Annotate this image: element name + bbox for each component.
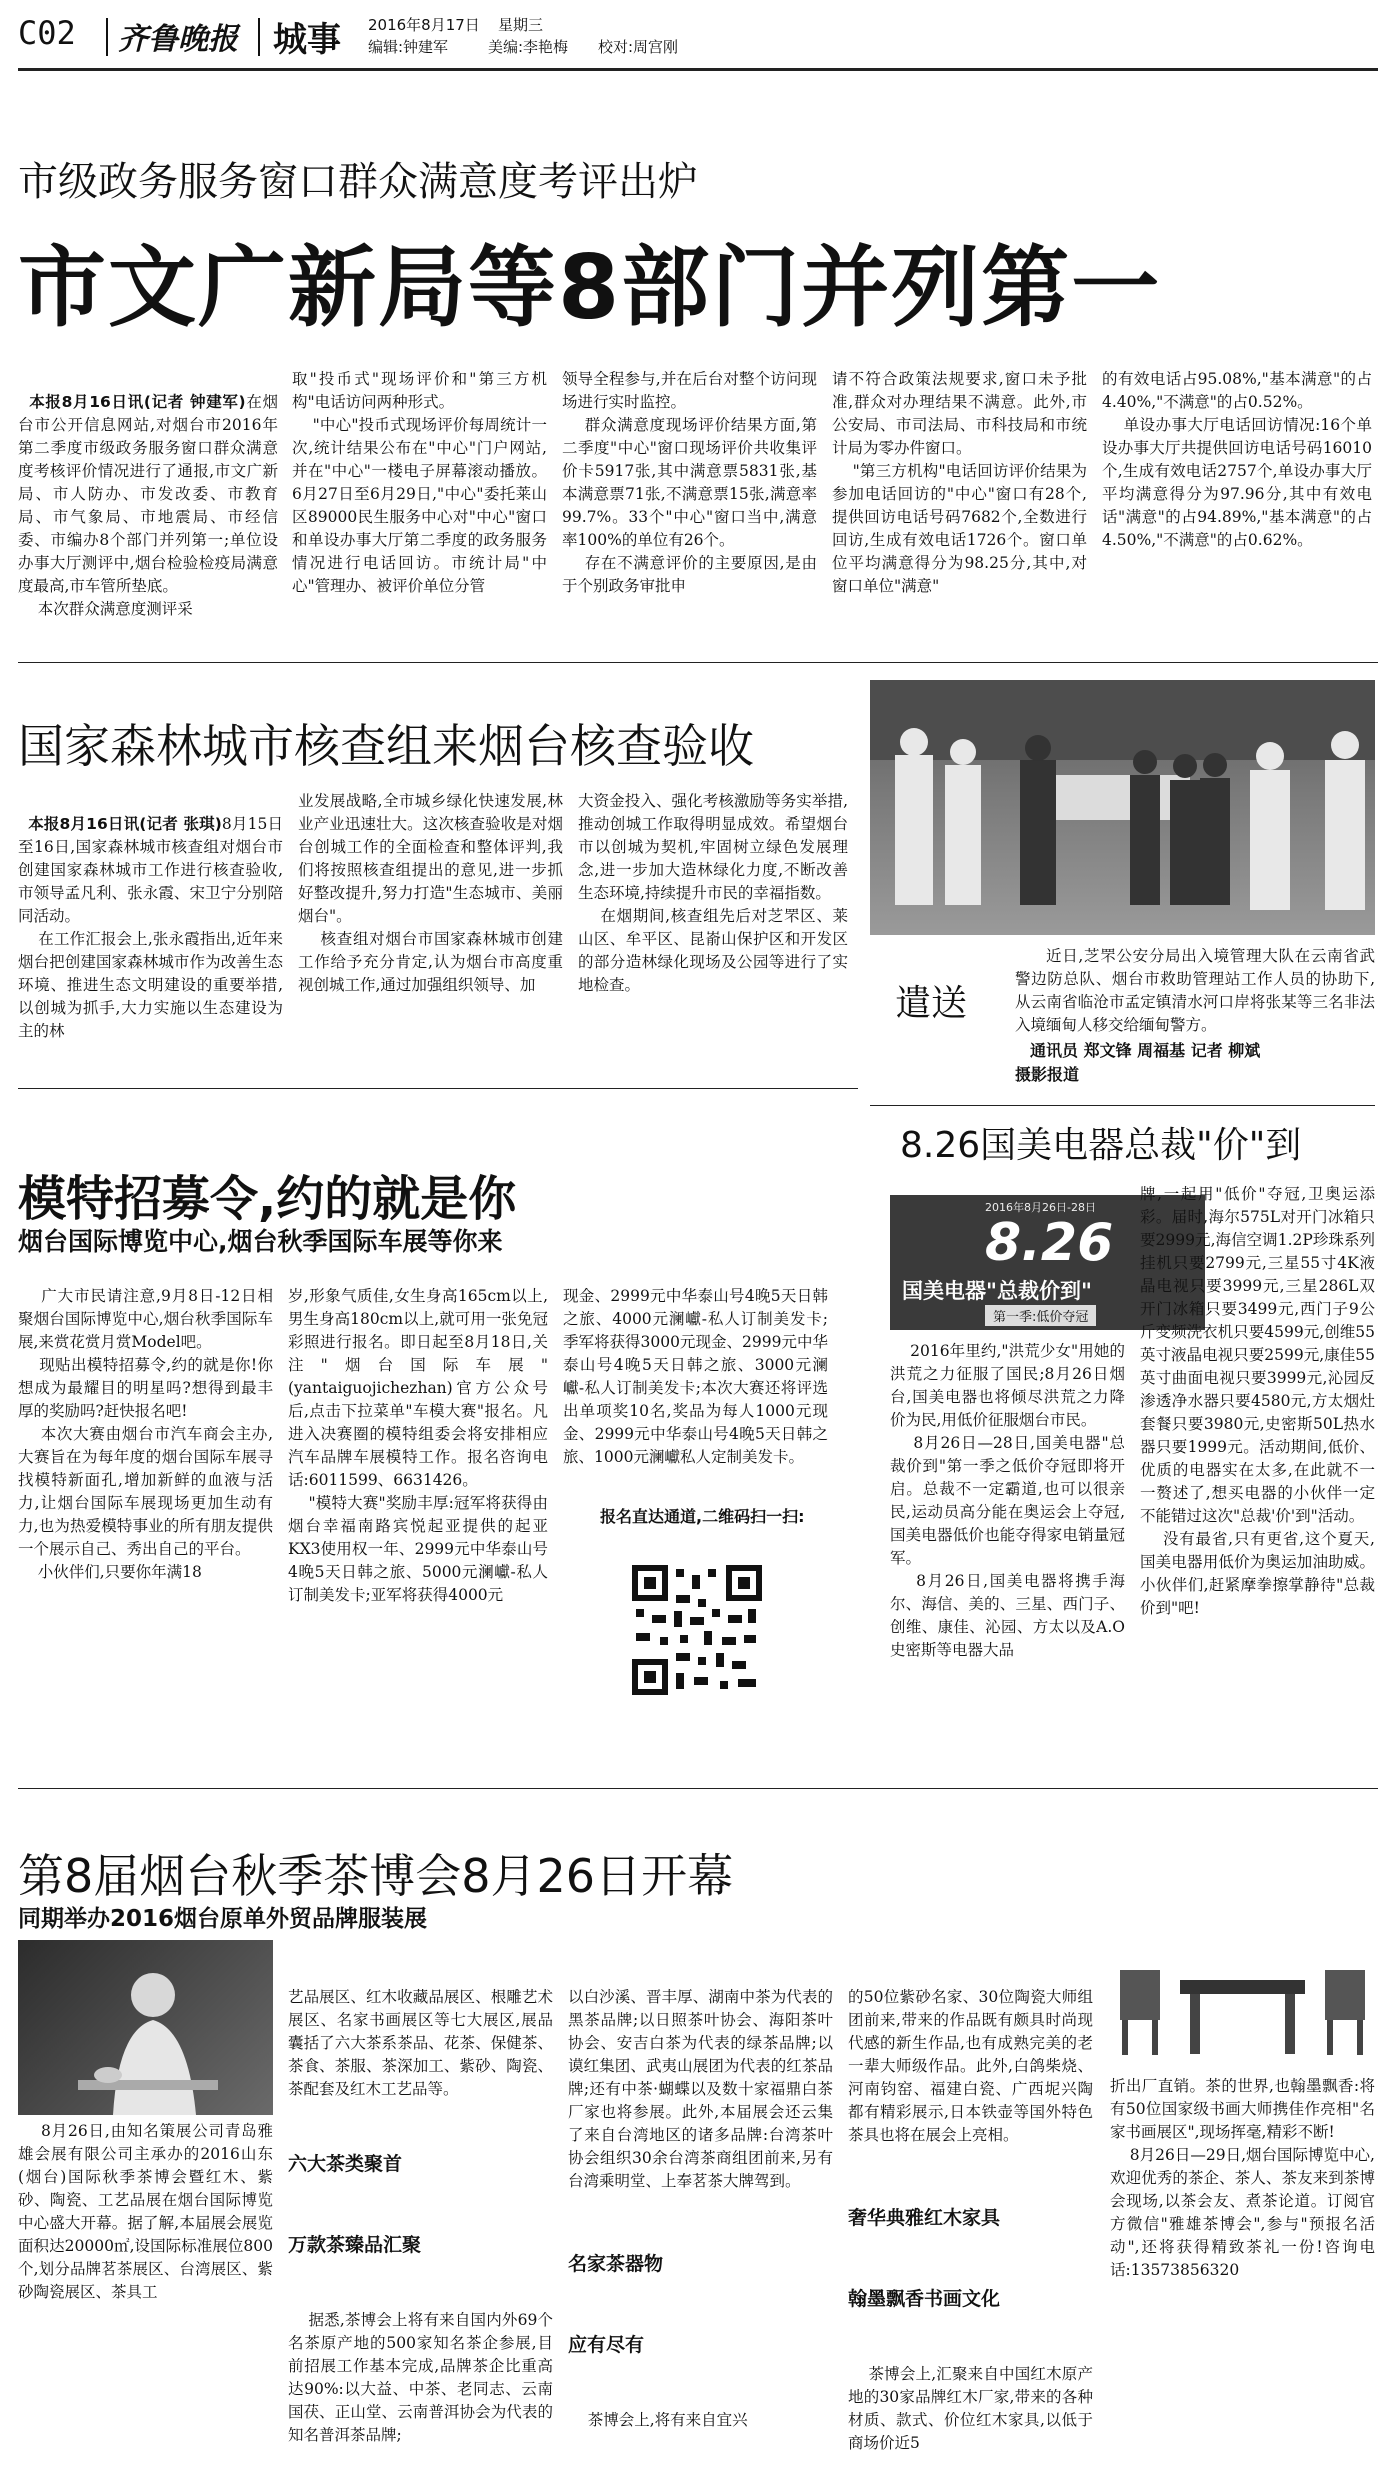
article5-col1: 8月26日,由知名策展公司青岛雅雄会展有限公司主承办的2016山东(烟台)国际秋季茶博会暨红木、紫砂、陶瓷、工艺品展在烟台国际博览中心盛大开幕。据了解,本届展会展览面积达20000㎡,设国际标准展位800个,划分品牌茗茶展区、台湾展区、紫砂陶瓷展区、茶具工 (18, 2122, 273, 2301)
article5-col3 (568, 1940, 833, 2455)
article5-col3-subhead-1: 名家茶器物 (568, 2253, 664, 2275)
article2-col1 (18, 790, 283, 1043)
article5-col2a: 艺品展区、红木收藏品展区、根雕艺术展区、名家书画展区等七大展区,展品囊括了六大茶系茶品、花茶、保健茶、茶食、茶服、茶深加工、紫砂、陶瓷、茶配套及红木工艺品等。 (288, 1988, 553, 2098)
section-name: 城事 (273, 20, 341, 60)
article5-headline: 第8届烟台秋季茶博会8月26日开幕 (18, 1849, 734, 1903)
article5-col4a: 的50位紫砂名家、30位陶瓷大师组团前来,带来的作品既有颇具时尚现代感的新生作品,也有成熟完美的老一辈大师级作品。此外,白鸽柴烧、河南钧窑、福建白瓷、广西坭兴陶都有精彩展示,日本铁壶等国外特色茶具也将在展会上亮相。 (848, 1988, 1093, 2144)
article5-col3b: 茶博会上,将有来自宜兴 (568, 2411, 748, 2429)
article1-col3: 领导全程参与,并在后台对整个访问现场进行实时监控。 群众满意度现场评价结果方面,第二季度"中心"窗口现场评价共收集评价卡5917张,其中满意票5831张,基本满意票71张,不满意票15张,满意率99.7%。33个"中心"窗口当中,满意率100%的单位有26个。 存在不满意评价的主要原因,是由于个别政务审批申 (562, 370, 817, 595)
repatriation-photo-scene (870, 680, 1375, 935)
article3-headline: 8.26国美电器总裁"价"到 (900, 1125, 1302, 1166)
photo-story-credit-2: 摄影报道 (1015, 1065, 1080, 1084)
article2-col2: 业发展战略,全市城乡绿化快速发展,林业产业迅速壮大。这次核查验收是对烟台创城工作的全面检查和整体评判,我们将按照核查组提出的意见,进一步抓好整改提升,努力打造"生态城市、美丽烟台"。 核查组对烟台市国家森林城市创建工作给予充分肯定,认为烟台市高度重视创城工作,通过加强组织领导、加 (298, 792, 563, 994)
article1-bottom-rule (18, 662, 1378, 663)
article5-col2-subhead-1: 六大茶类聚首 (288, 2153, 403, 2175)
article5-col3a: 以白沙溪、晋丰厚、湖南中茶为代表的黑茶品牌;以日照茶叶协会、海阳茶叶协会、安吉白茶为代表的绿茶品牌;以谟红集团、武夷山展团为代表的红茶品牌;还有中茶·蝴蝶以及数十家福鼎白茶厂家也将参展。此外,本届展会还云集了来自台湾地区的诸多品牌:台湾茶叶协会组织30余台湾茶商组团前来,另有台湾乘明堂、上奉茗茶大牌驾到。 (568, 1988, 833, 2190)
article1-col1-text: 在烟台市公开信息网站,对烟台市2016年第二季度市级政务服务窗口群众满意度考核评价情况进行了通报,市文广新局、市人防办、市发改委、市教育局、市气象局、市地震局、市经信委、市编办8个部门并列第一;单位设办事大厅测评中,烟台检验检疫局满意度最高,市车管所垫底。 本次群众满意度测评采 (18, 393, 278, 618)
proofreader-credit: 校对:周宫刚 (598, 38, 679, 56)
qr-code-icon (632, 1565, 762, 1695)
article5-col4b: 茶博会上,汇聚来自中国红木原产地的30家品牌红木厂家,带来的各种材质、款式、价位红木家具,以低于商场价近5 (848, 2365, 1093, 2452)
article1-kicker: 市级政务服务窗口群众满意度考评出炉 (18, 159, 698, 205)
article2-lead-tag: 本报8月16日讯(记者 张琪) (28, 815, 222, 833)
article4-bottom-rule (18, 1788, 1378, 1789)
article1-col1 (18, 368, 278, 621)
article3-col2: 牌,一起用"低价"夺冠,卫奥运添彩。届时,海尔575L对开门冰箱只要2999元,海信空调1.2P珍珠系列挂机只要2799元,三星55寸4K液晶电视只要3999元,三星286L双开门冰箱只要3499元,西门子9公斤变频洗衣机只要4599元,创维55英寸液晶电视只要2599元,康佳55英寸曲面电视只要3999元,沁园反渗透净水器只要4580元,方太烟灶套餐只要3980元,史密斯50L热水器只要1999元。活动期间,低价、优质的电器实在太多,在此就不一一赘述了,想买电器的小伙伴一定不能错过这次"总裁'价'到"活动。 没有最省,只有更省,这个夏天,国美电器用低价为奥运加油助威。小伙伴们,赶紧摩拳擦掌静待"总裁价到"吧! (1140, 1185, 1375, 1617)
article4-qr-label: 报名直达通道,二维码扫一扫: (600, 1507, 805, 1526)
tea-ceremony-scene (18, 1940, 273, 2115)
gome-ad-title: 国美电器"总裁价到" (902, 1279, 1092, 1303)
tea-ceremony-photo (18, 1940, 273, 2115)
article4-subhead: 烟台国际博览中心,烟台秋季国际车展等你来 (18, 1227, 503, 1256)
article1-headline: 市文广新局等8部门并列第一 (18, 236, 1162, 339)
article5-col2 (288, 1940, 553, 2470)
gome-ad-date: 2016年8月26日-28日 (985, 1201, 1096, 1214)
article1-col4: 请不符合政策法规要求,窗口未予批准,群众对办理结果不满意。此外,市公安局、市司法局、市科技局和市统计局为零办件窗口。 "第三方机构"电话回访评价结果为参加电话回访的"中心"窗口有28个,提供回访电话号码7682个,全数进行回访,生成有效电话1726个。窗口单位平均满意得分为98.25分,其中,对窗口单位"满意" (832, 370, 1087, 595)
article1-lead-tag: 本报8月16日讯(记者 钟建军) (29, 393, 246, 411)
article2-col1-text: 8月15日至16日,国家森林城市核查组对烟台市创建国家森林城市工作进行核查验收,市领导孟凡利、张永霞、宋卫宁分别陪同活动。 在工作汇报会上,张永霞指出,近年来烟台把创建国家森林城市作为改善生态环境、推进生态文明建设的重要举措,以创城为抓手,大力实施以生态建设为主的林 (18, 815, 283, 1040)
article5-col4 (848, 1940, 1093, 2478)
gome-ad-number: 8.26 (985, 1213, 1114, 1273)
issue-weekday: 星期三 (498, 16, 544, 34)
page-header (18, 10, 1378, 70)
article4-col1: 广大市民请注意,9月8日-12日相聚烟台国际博览中心,烟台秋季国际车展,来赏花赏月赏Model吧。 现贴出模特招募令,约的就是你!你想成为最耀目的明星吗?想得到最丰厚的奖励吗?赶快报名吧! 本次大赛由烟台市汽车商会主办,大赛旨在为每年度的烟台国际车展寻找模特新面孔,增加新鲜的血液与活力,让烟台国际车展现场更加生动有力,也为热爱模特事业的所有朋友提供一个展示自己、秀出自己的平台。 小伙伴们,只要你年满18 (18, 1287, 273, 1581)
photo-story-credit: 通讯员 郑文锋 周福基 记者 柳斌 (1030, 1041, 1261, 1060)
article3-col1: 2016年里约,"洪荒少女"用她的洪荒之力征服了国民;8月26日烟台,国美电器也将倾尽洪荒之力降价为民,用低价征服烟台市民。 8月26日—28日,国美电器"总裁价到"第一季之低价夺冠即将开启。总裁不一定霸道,也可以很亲民,运动员高分能在奥运会上夺冠,国美电器低价也能夺得家电销量冠军。 8月26日,国美电器将携手海尔、海信、美的、三星、西门子、创维、康佳、沁园、方太以及A.O史密斯等电器大品 (890, 1342, 1125, 1659)
article5-col2b: 据悉,茶博会上将有来自国内外69个名茶原产地的500家知名茶企参展,目前招展工作基本完成,品牌茶企比重高达90%:以大益、中茶、老同志、云南国茯、正山堂、云南普洱协会为代表的知名普洱茶品牌; (288, 2311, 553, 2444)
header-divider (106, 18, 108, 56)
art-editor-credit: 美编:李艳梅 (488, 38, 569, 56)
article5-col4-subhead-2: 翰墨飘香书画文化 (848, 2288, 1001, 2310)
article5-col3-subhead-2: 应有尽有 (568, 2334, 645, 2356)
article1-col5: 的有效电话占95.08%,"基本满意"的占4.40%,"不满意"的占0.52%。 单设办事大厅电话回访情况:16个单设办事大厅共提供回访电话号码16010个,生成有效电话2757个,单设办事大厅平均满意得分为97.96分,其中有效电话"满意"的占94.89%,"基本满意"的占4.50%,"不满意"的占0.62%。 (1102, 370, 1372, 549)
photo-story-tag: 遣送 (895, 983, 968, 1024)
article2-bottom-rule (18, 1088, 858, 1089)
article5-subhead: 同期举办2016烟台原单外贸品牌服装展 (18, 1906, 428, 1932)
article2-headline: 国家森林城市核查组来烟台核查验收 (18, 719, 754, 773)
furniture-scene (1110, 1950, 1375, 2065)
repatriation-photo (870, 680, 1375, 935)
signup-qr-code (632, 1565, 762, 1695)
header-rule (18, 68, 1378, 71)
article3-top-rule (870, 1105, 1375, 1106)
photo-story-caption: 近日,芝罘公安分局出入境管理大队在云南省武警边防总队、烟台市救助管理站工作人员的协助下,从云南省临沧市孟定镇清水河口岸将张某等三名非法入境缅甸人移交给缅甸警方。 (1015, 947, 1375, 1034)
header-divider-2 (258, 18, 260, 56)
issue-date: 2016年8月17日 (368, 16, 480, 34)
article1-col2: 取"投币式"现场评价和"第三方机构"电话访问两种形式。 "中心"投币式现场评价每周统计一次,统计结果公布在"中心"门户网站,并在"中心"一楼电子屏幕滚动播放。6月27日至6月29日,"中心"委托莱山区89000民生服务中心对"中心"窗口和单设办事大厅第二季度的政务服务情况进行电话回访。市统计局"中心"管理办、被评价单位分管 (292, 370, 547, 595)
article4-headline: 模特招募令,约的就是你 (18, 1171, 517, 1227)
article2-col3: 大资金投入、强化考核激励等务实举措,推动创城工作取得明显成效。希望烟台市以创城为契机,牢固树立绿色发展理念,进一步加大造林绿化力度,不断改善生态环境,持续提升市民的幸福指数。 在烟期间,核查组先后对芝罘区、莱山区、牟平区、昆嵛山保护区和开发区的部分造林绿化现场及公园等进行了实地检查。 (578, 792, 848, 994)
mahogany-furniture-photo (1110, 1950, 1375, 2065)
gome-ad-sub: 第一季:低价夺冠 (985, 1305, 1096, 1326)
article5-col5: 折出厂直销。茶的世界,也翰墨飘香:将有50位国家级书画大师携佳作亮相"名家书画展区",现场挥毫,精彩不断! 8月26日—29日,烟台国际博览中心,欢迎优秀的茶企、茶人、茶友来到茶博会现场,以茶会友、煮茶论道。订阅官方微信"雅雄茶博会",参与"预报名活动",还将获得精致茶礼一份!咨询电话:13573856320 (1110, 2077, 1375, 2279)
article5-col4-subhead-1: 奢华典雅红木家具 (848, 2207, 1001, 2229)
editor-credit: 编辑:钟建军 (368, 38, 449, 56)
paper-logo: 齐鲁晚报 (118, 22, 238, 57)
article4-col2: 岁,形象气质佳,女生身高165cm以上,男生身高180cm以上,就可用一张免冠彩照进行报名。即日起至8月18日,关注"烟台国际车展"(yantaiguojichezhan)官方公众号后,点击下拉菜单"车模大赛"报名。凡进入决赛圈的模特组委会将安排相应汽车品牌车展模特工作。报名咨询电话:6011599、6631426。 "模特大赛"奖励丰厚:冠军将获得由烟台幸福南路宾悦起亚提供的起亚KX3使用权一年、2999元中华泰山号4晚5天日韩之旅、5000元澜巘-私人订制美发卡;亚军将获得4000元 (288, 1287, 548, 1604)
page-number: C02 (18, 14, 76, 52)
article5-col2-subhead-2: 万款茶臻品汇聚 (288, 2234, 422, 2256)
article4-col3: 现金、2999元中华泰山号4晚5天日韩之旅、4000元澜巘-私人订制美发卡;季军将获得3000元现金、2999元中华泰山号4晚5天日韩之旅、3000元澜巘-私人订制美发卡;本次大赛还将评选出单项奖10名,奖品为每人1000元现金、2999元中华泰山号4晚5天日韩之旅、1000元澜巘私人定制美发卡。 (563, 1287, 828, 1466)
